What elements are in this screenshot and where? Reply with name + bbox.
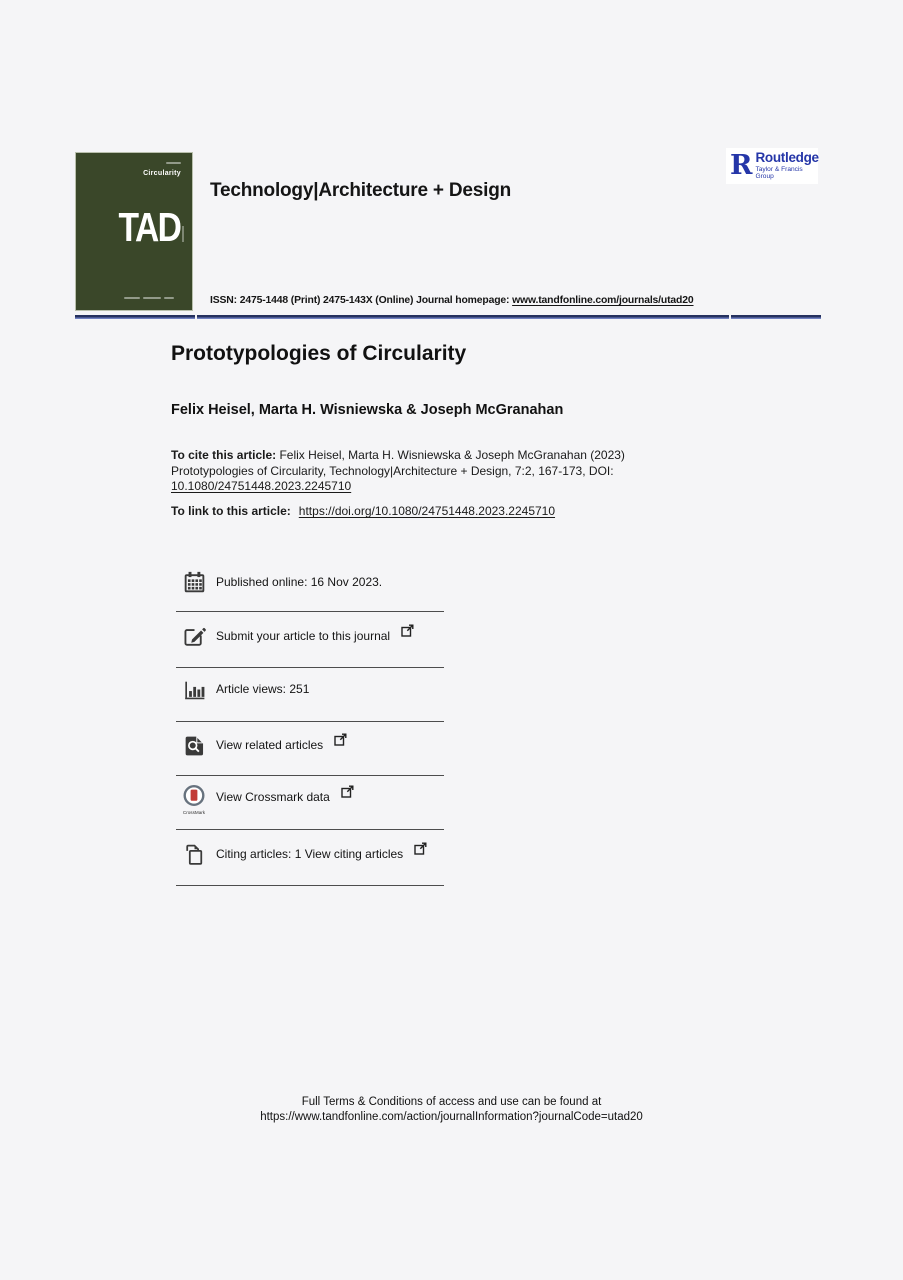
article-title: Prototypologies of Circularity [171, 342, 467, 365]
action-row-submit-article[interactable] [181, 622, 414, 650]
issn-line [210, 295, 694, 306]
citing-articles-icon [181, 840, 207, 868]
external-link-icon [414, 842, 427, 860]
divider [176, 885, 444, 886]
publisher-tagline: Taylor & Francis Group [755, 165, 803, 181]
routledge-r-icon: R [730, 149, 753, 181]
action-row-crossmark[interactable] [181, 783, 354, 815]
published-online-text: Published online: 16 Nov 2023. [216, 575, 383, 589]
citing-articles-text: Citing articles: 1 View citing articles [216, 847, 404, 861]
external-link-icon [401, 624, 414, 642]
action-row-view-related[interactable] [181, 731, 347, 759]
view-crossmark-text: View Crossmark data [216, 790, 330, 804]
article-authors: Felix Heisel, Marta H. Wisniewska & Joseph McGranahan [171, 402, 564, 418]
cover-issue-text [166, 162, 181, 164]
divider [176, 721, 444, 722]
journal-cover-thumbnail [75, 152, 193, 311]
action-row-article-views [181, 675, 309, 703]
cite-body: Felix Heisel, Marta H. Wisniewska & Joseph McGranahan (2023) Prototypologies of Circularity, Technology|Architecture + Design, 7:2, 167-173, DOI: [171, 448, 625, 478]
cite-doi-link[interactable]: 10.1080/24751448.2023.2245710 [171, 479, 352, 493]
cover-footer-text [116, 297, 182, 299]
calendar-icon [181, 568, 207, 596]
divider [176, 611, 444, 612]
link-line [171, 504, 555, 518]
citation-paragraph [171, 448, 676, 495]
footer-terms [0, 1095, 903, 1125]
divider [176, 775, 444, 776]
journal-title: Technology|Architecture + Design [210, 180, 512, 201]
header-rule-left [75, 315, 195, 319]
submit-article-icon [181, 622, 207, 650]
divider [176, 667, 444, 668]
cover-journal-abbrev: TAD [118, 204, 180, 250]
external-link-icon [341, 785, 354, 803]
crossmark-icon [181, 783, 207, 815]
issn-text: ISSN: 2475-1448 (Print) 2475-143X (Online) Journal homepage: [210, 295, 513, 306]
bar-chart-icon [181, 675, 207, 703]
publisher-name: Routledge [755, 149, 819, 165]
crossmark-caption: CrossMark [182, 810, 206, 815]
view-related-text: View related articles [216, 738, 324, 752]
external-link-icon [334, 733, 347, 751]
divider [176, 829, 444, 830]
cover-spine-text [182, 226, 184, 242]
cover-theme-title: Circularity [143, 170, 181, 177]
related-articles-icon [181, 731, 207, 759]
link-label: To link to this article: [171, 504, 291, 518]
submit-article-text: Submit your article to this journal [216, 629, 391, 643]
doi-link[interactable]: https://doi.org/10.1080/24751448.2023.2245710 [298, 504, 556, 518]
action-row-citing-articles[interactable] [181, 840, 427, 868]
cite-label: To cite this article: [171, 448, 280, 462]
article-views-text: Article views: 251 [216, 682, 310, 696]
header-rule-right [731, 315, 821, 319]
routledge-logo [726, 148, 818, 184]
footer-line1: Full Terms & Conditions of access and use can be found at [301, 1096, 602, 1108]
journal-homepage-link[interactable]: www.tandfonline.com/journals/utad20 [512, 295, 694, 306]
footer-line2-link[interactable]: https://www.tandfonline.com/action/journalInformation?journalCode=utad20 [260, 1111, 643, 1123]
action-row-published-online [181, 568, 382, 596]
header-rule-center [197, 315, 729, 319]
